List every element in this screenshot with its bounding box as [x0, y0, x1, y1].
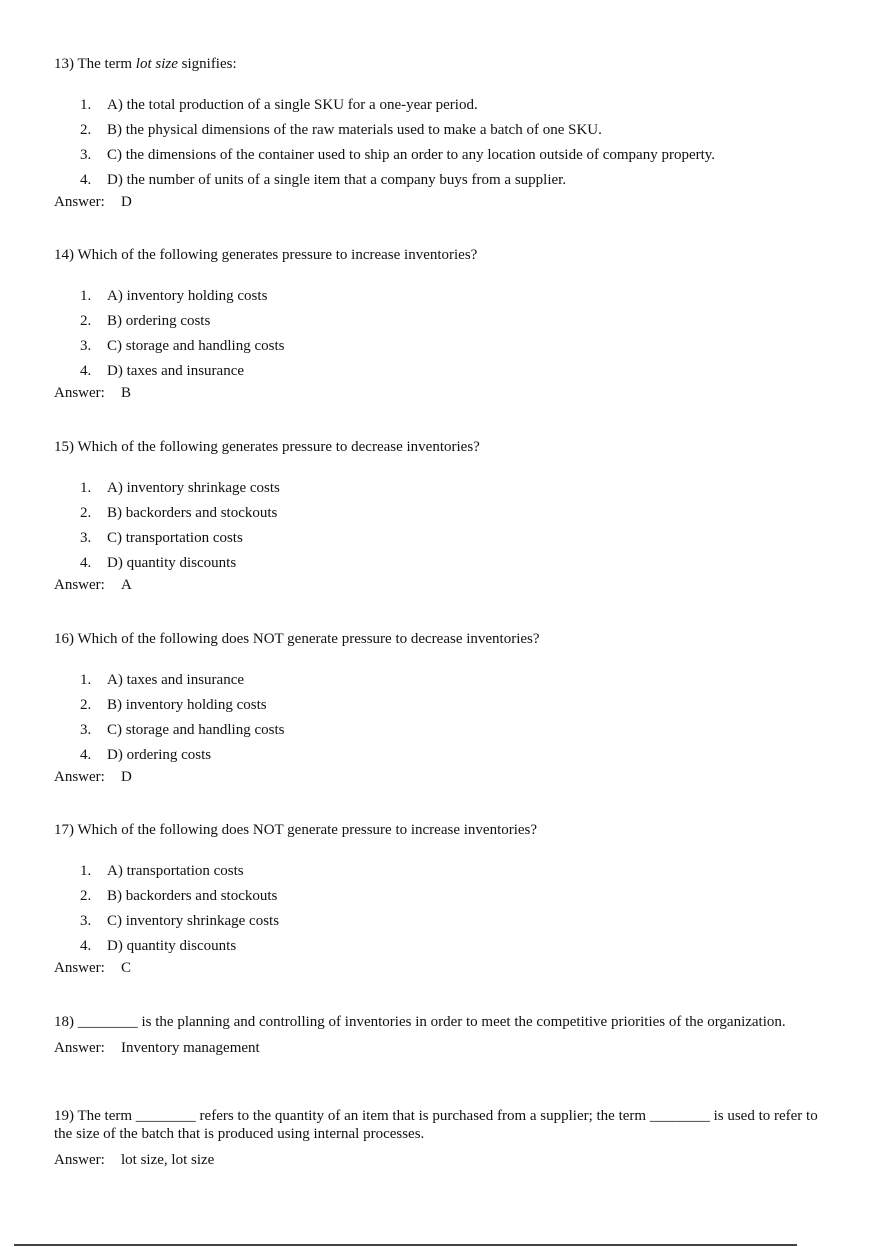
answer-value: lot size, lot size — [121, 1152, 215, 1168]
question-stem — [54, 1013, 824, 1031]
question-18 — [54, 1013, 824, 1057]
option-number: 2. — [80, 888, 92, 904]
option-item — [54, 859, 824, 884]
option-item — [54, 476, 824, 501]
answer-line — [54, 384, 824, 402]
option-number: 2. — [80, 122, 92, 138]
answer-label: Answer: — [54, 769, 105, 785]
option-item — [54, 526, 824, 551]
option-item — [54, 93, 824, 118]
option-list — [54, 93, 824, 193]
answer-line — [54, 768, 824, 786]
option-number: 4. — [80, 938, 92, 954]
stem-text: signifies: — [181, 56, 237, 72]
option-number: 4. — [80, 747, 92, 763]
option-number: 2. — [80, 313, 92, 329]
option-item — [54, 909, 824, 934]
question-13 — [54, 55, 824, 211]
option-item — [54, 743, 824, 768]
answer-value: C — [121, 960, 132, 976]
option-text: A) taxes and insurance — [107, 672, 245, 688]
stem-emphasis: lot size — [135, 56, 178, 72]
option-item — [54, 693, 824, 718]
option-number: 3. — [80, 147, 92, 163]
option-item — [54, 143, 824, 168]
stem-text: Which of the following generates pressure to increase inventories? — [77, 247, 478, 263]
answer-line — [54, 193, 824, 211]
option-number: 3. — [80, 722, 92, 738]
option-text: B) backorders and stockouts — [107, 505, 278, 521]
option-text: A) inventory shrinkage costs — [107, 480, 280, 496]
answer-label: Answer: — [54, 1152, 105, 1168]
question-number: 13) — [54, 56, 74, 72]
answer-label: Answer: — [54, 194, 105, 210]
option-text: C) storage and handling costs — [107, 338, 285, 354]
option-text: A) inventory holding costs — [107, 288, 268, 304]
option-number: 2. — [80, 505, 92, 521]
question-19 — [54, 1107, 824, 1169]
option-text: B) ordering costs — [107, 313, 211, 329]
question-number: 16) — [54, 631, 74, 647]
option-item — [54, 718, 824, 743]
answer-value: A — [121, 577, 132, 593]
question-16 — [54, 630, 824, 786]
option-text: D) quantity discounts — [107, 555, 237, 571]
option-text: A) the total production of a single SKU for a one-year period. — [107, 97, 478, 113]
option-number: 1. — [80, 863, 92, 879]
option-item — [54, 934, 824, 959]
option-list — [54, 476, 824, 576]
stem-text: The term ________ refers to the quantity of an item that is purchased from a supplier; the term ________ is used to refer to the size of the batch that is produced using internal processes. — [54, 1108, 818, 1142]
question-stem — [54, 438, 824, 456]
option-text: D) the number of units of a single item that a company buys from a supplier. — [107, 172, 567, 188]
answer-label: Answer: — [54, 385, 105, 401]
option-item — [54, 309, 824, 334]
option-number: 2. — [80, 697, 92, 713]
option-number: 1. — [80, 672, 92, 688]
answer-line — [54, 576, 824, 594]
option-number: 3. — [80, 913, 92, 929]
option-text: C) transportation costs — [107, 530, 243, 546]
question-stem — [54, 55, 824, 73]
question-stem — [54, 630, 824, 648]
option-list — [54, 284, 824, 384]
answer-value: B — [121, 385, 132, 401]
option-text: C) storage and handling costs — [107, 722, 285, 738]
answer-line — [54, 1151, 824, 1169]
option-item — [54, 501, 824, 526]
option-text: D) ordering costs — [107, 747, 212, 763]
option-item — [54, 359, 824, 384]
option-text: D) taxes and insurance — [107, 363, 245, 379]
stem-text: Which of the following does NOT generate pressure to decrease inventories? — [77, 631, 540, 647]
option-number: 3. — [80, 338, 92, 354]
option-number: 3. — [80, 530, 92, 546]
option-text: C) the dimensions of the container used to ship an order to any location outside of company property. — [107, 147, 716, 163]
option-text: B) the physical dimensions of the raw materials used to make a batch of one SKU. — [107, 122, 602, 138]
option-item — [54, 334, 824, 359]
option-item — [54, 551, 824, 576]
option-item — [54, 668, 824, 693]
option-text: B) inventory holding costs — [107, 697, 267, 713]
answer-line — [54, 959, 824, 977]
stem-text: Which of the following generates pressure to decrease inventories? — [77, 439, 480, 455]
option-number: 1. — [80, 97, 92, 113]
question-number: 14) — [54, 247, 74, 263]
option-list — [54, 668, 824, 768]
answer-line — [54, 1039, 824, 1057]
answer-label: Answer: — [54, 577, 105, 593]
answer-value: Inventory management — [121, 1040, 260, 1056]
answer-label: Answer: — [54, 960, 105, 976]
question-number: 19) — [54, 1108, 74, 1124]
question-15 — [54, 438, 824, 594]
question-14 — [54, 246, 824, 402]
option-number: 4. — [80, 555, 92, 571]
footer-divider — [14, 1244, 797, 1246]
question-number: 17) — [54, 822, 74, 838]
stem-text: ________ is the planning and controlling of inventories in order to meet the competitive priorities of the organization. — [77, 1014, 786, 1030]
question-number: 18) — [54, 1014, 74, 1030]
option-text: D) quantity discounts — [107, 938, 237, 954]
option-text: C) inventory shrinkage costs — [107, 913, 280, 929]
question-stem — [54, 1107, 824, 1143]
option-text: B) backorders and stockouts — [107, 888, 278, 904]
answer-label: Answer: — [54, 1040, 105, 1056]
option-number: 4. — [80, 172, 92, 188]
stem-text: The term — [77, 56, 133, 72]
option-number: 4. — [80, 363, 92, 379]
option-item — [54, 168, 824, 193]
answer-value: D — [121, 769, 132, 785]
option-item — [54, 284, 824, 309]
question-stem — [54, 821, 824, 839]
option-item — [54, 118, 824, 143]
answer-value: D — [121, 194, 132, 210]
stem-text: Which of the following does NOT generate pressure to increase inventories? — [77, 822, 538, 838]
option-list — [54, 859, 824, 959]
option-item — [54, 884, 824, 909]
option-number: 1. — [80, 480, 92, 496]
question-stem — [54, 246, 824, 264]
option-number: 1. — [80, 288, 92, 304]
option-text: A) transportation costs — [107, 863, 244, 879]
question-17 — [54, 821, 824, 977]
question-number: 15) — [54, 439, 74, 455]
